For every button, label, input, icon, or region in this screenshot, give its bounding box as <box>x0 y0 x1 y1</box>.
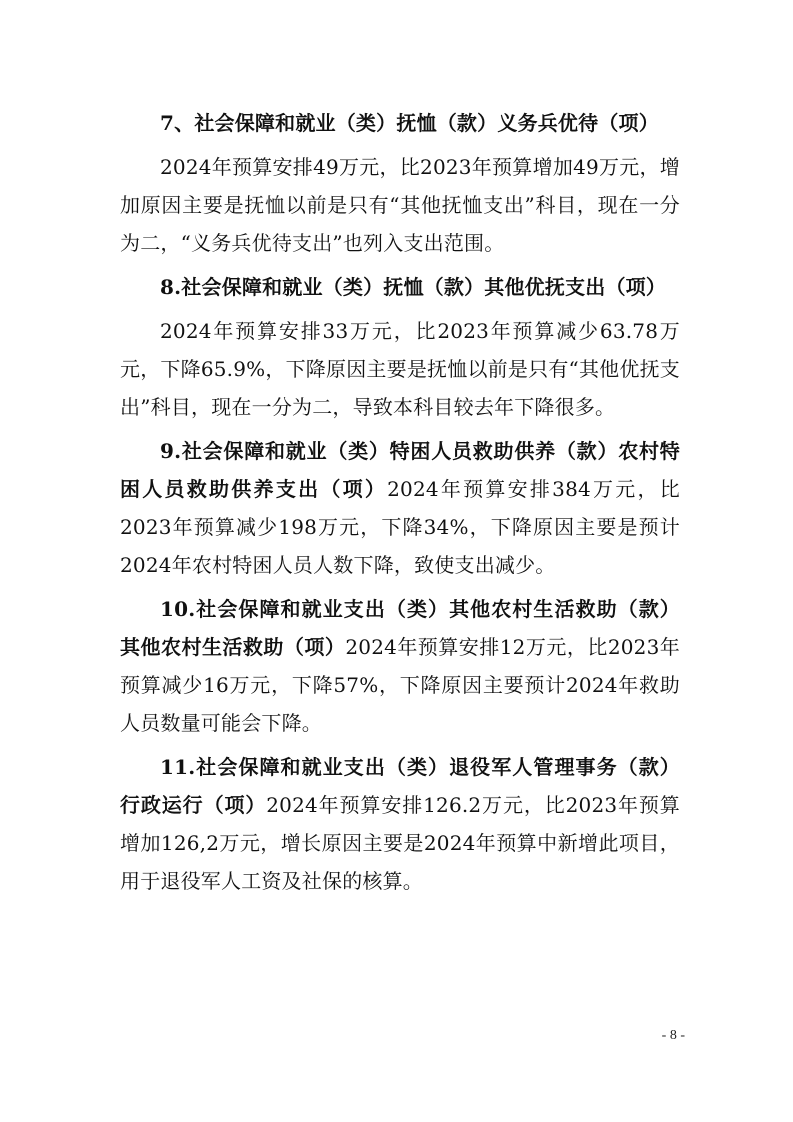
item-10-paragraph <box>120 590 680 742</box>
document-content <box>120 104 680 906</box>
item-10-body: 2024年预算安排12万元，比2023年预算减少16万元，下降57%，下降原因主要预计2024年救助人员数量可能会下降。 <box>120 635 681 735</box>
item-10-heading: 10.社会保障和就业支出（类）其他农村生活救助（款）其他农村生活救助（项） <box>120 597 680 659</box>
item-11-paragraph <box>120 748 680 900</box>
item-8-heading: 8.社会保障和就业（类）抚恤（款）其他优抚支出（项） <box>160 275 667 299</box>
item-11-heading: 11.社会保障和就业支出（类）退役军人管理事务（款）行政运行（项） <box>120 755 680 817</box>
item-9-heading: 9.社会保障和就业（类）特困人员救助供养（款）农村特困人员救助供养支出（项） <box>120 439 680 501</box>
item-9-paragraph <box>120 432 680 584</box>
page-number: - 8 - <box>661 1028 685 1043</box>
item-11-body: 2024年预算安排126.2万元，比2023年预算增加126,2万元，增长原因主要是2024年预算中新增此项目，用于退役军人工资及社保的核算。 <box>120 793 680 893</box>
item-7-heading: 7、社会保障和就业（类）抚恤（款）义务兵优待（项） <box>160 111 659 135</box>
item-7-body: 2024年预算安排49万元，比2023年预算增加49万元，增加原因主要是抚恤以前是只有“其他抚恤支出”科目，现在一分为二，“义务兵优待支出”也列入支出范围。 <box>120 155 680 255</box>
item-8-body: 2024年预算安排33万元，比2023年预算减少63.78万元，下降65.9%，下降原因主要是抚恤以前是只有“其他优抚支出”科目，现在一分为二，导致本科目较去年下降很多。 <box>120 319 680 419</box>
item-9-body: 2024年预算安排384万元，比2023年预算减少198万元，下降34%，下降原因主要是预计2024年农村特困人员人数下降，致使支出减少。 <box>120 477 680 577</box>
